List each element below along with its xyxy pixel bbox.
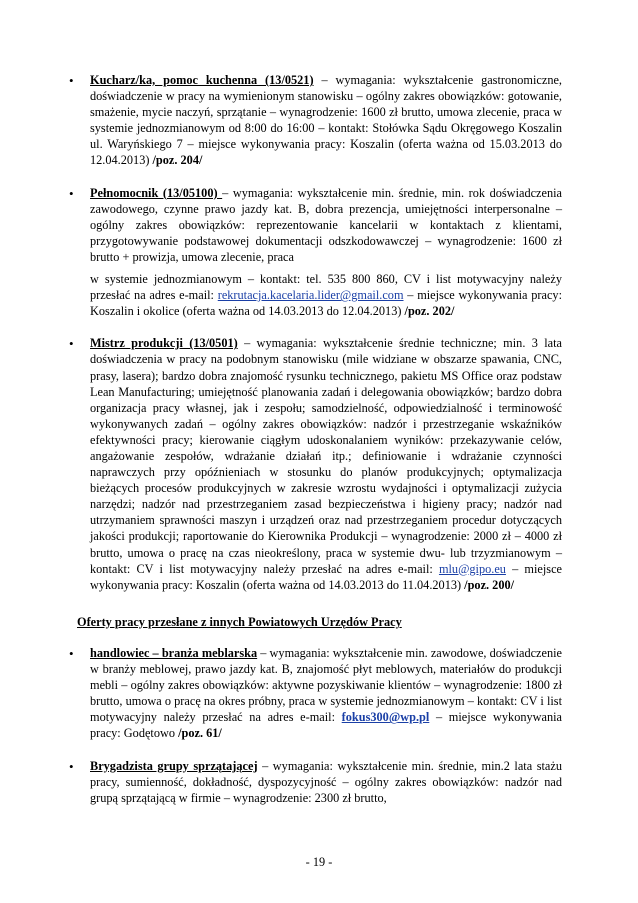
email-link[interactable]: mlu@gipo.eu xyxy=(438,561,506,576)
bullet-icon: • xyxy=(69,185,74,201)
offer-body xyxy=(90,185,562,320)
bullet-icon: • xyxy=(69,646,74,661)
bullet-icon: • xyxy=(69,758,74,774)
offer-list-local xyxy=(69,72,563,593)
offer-reference: /poz. 202/ xyxy=(404,304,455,319)
offer-reference: /poz. 200/ xyxy=(464,577,515,592)
offer-paragraph xyxy=(90,72,562,169)
offer-spacer xyxy=(90,169,562,185)
offer-title: handlowiec – branża meblarska xyxy=(90,646,258,660)
offer-item xyxy=(69,185,562,320)
offer-description: – wymagania: wykształcenie min. średnie, min. rok doświadczenia zawodowego, czynne prawo jazdy kat. B, dobra prezencja, umiejętności interpersonalne – ogólny zakres obowiązków: reprezentowanie kancelarii w kontaktach z klientami, przygotowywanie podstawowej dokumentacji odszkodowawczej – wynagrodzenie: 1600 zł brutto + prowizja, umowa zlecenie, praca xyxy=(90,185,562,264)
email-link[interactable]: rekrutacja.kacelaria.lider@gmail.com xyxy=(217,288,404,303)
offer-item xyxy=(69,645,562,742)
bullet-icon: • xyxy=(69,73,74,88)
offer-description-tail: – miejsce wykonywania pracy: Koszalin (oferta ważna od 14.03.2013 do 11.04.2013) xyxy=(90,561,562,592)
offer-paragraph xyxy=(90,271,562,319)
offer-body xyxy=(90,758,562,806)
offer-title: Kucharz/ka, pomoc kuchenna (13/0521) xyxy=(90,73,314,87)
offer-paragraph xyxy=(90,758,562,806)
offer-description-tail: – miejsce wykonywania pracy: Koszalin i okolice (oferta ważna od 14.03.2013 do 12.04.2013) xyxy=(90,288,562,319)
email-link[interactable]: fokus300@wp.pl xyxy=(341,710,430,725)
section-heading: Oferty pracy przesłane z innych Powiatowych Urzędów Pracy xyxy=(77,615,402,629)
offer-description: – wymagania: wykształcenie gastronomiczne, doświadczenie w pracy na wymienionym stanowisku – ogólny zakres obowiązków: gotowanie, smażenie, mycie naczyń, sprzątanie – wynagrodzenie: 1600 zł brutto, umowa zlecenie, praca w systemie jednozmianowym od 8:00 do 16:00 – kontakt: Stołówka Sądu Okręgowego Koszalin ul. Waryńskiego 7 – miejsce wykonywania pracy: Koszalin (oferta ważna od 15.03.2013 do 12.04.2013) xyxy=(90,73,563,168)
offer-title: Brygadzista grupy sprzątającej xyxy=(90,758,258,773)
offer-description-tail: – miejsce wykonywania pracy: Godętowo xyxy=(90,710,562,741)
offer-paragraph xyxy=(90,335,562,593)
offer-list-other-offices xyxy=(69,645,562,806)
offer-title: Pełnomocnik (13/05100) xyxy=(90,185,223,200)
offer-description: – wymagania: wykształcenie średnie techniczne; min. 3 lata doświadczenia w pracy na podobnym stanowisku (mile widziane w obszarze spawania, CNC, prasy, lasera); bardzo dobra znajomość rysunku technicznego, pakietu MS Office oraz podstaw Lean Manufacturing; umiejętność planowania zadań i delegowania obowiązków; bardzo dobra organizacja pracy własnej, jak i zespołu; samodzielność, odpowiedzialność i terminowość wykonywanych zadań – ogólny zakres obowiązków: nadzór i przestrzeganie wskaźników efektywności pracy; kierowanie ciągłym udoskonalaniem wyników: przekazywanie celów, angażowanie zespołów, wdrażanie działań itp.; definiowanie i wdrażanie czynności naprawczych przy opóźnieniach w stosunku do planów produkcyjnych; optymalizacja bieżących procesów produkcyjnych w zakresie wzrostu wydajności i optymalizacji zużycia narzędzi; nadzór nad przestrzeganiem zasad bezpieczeństwa i higieny pracy; nadzór nad utrzymaniem sprawności maszyn i urządzeń oraz nad przestrzeganiem procedur dotyczących jakości produkcji; raportowanie do Kierownika Produkcji – wynagrodzenie: 2000 zł – 4000 zł brutto, umowa o pracę na czas nieokreślony, praca w systemie dwu- lub trzyzmianowym – kontakt: CV i list motywacyjny należy przesłać na adres e-mail: xyxy=(90,336,562,576)
offer-reference: /poz. 204/ xyxy=(152,153,203,168)
offer-body xyxy=(90,335,562,593)
offer-body xyxy=(90,72,562,169)
page-number: - 19 - xyxy=(305,855,333,869)
offer-description: – wymagania: wykształcenie min. zawodowe, doświadczenie w branży meblowej, prawo jazdy kat. B, znajomość płyt meblowych, materiałów do produkcji mebli – ogólny zakres obowiązków: aktywne pozyskiwanie klientów – wynagrodzenie: 1800 zł brutto, umowa o pracę na okres próbny, praca w systemie jednozmianowym – kontakt: CV i list motywacyjny należy przesłać na adres e-mail: xyxy=(90,646,562,725)
offer-body xyxy=(90,645,562,742)
offer-item xyxy=(69,758,562,806)
offer-paragraph xyxy=(90,185,562,265)
offer-paragraph xyxy=(90,645,562,742)
offer-reference: /poz. 61/ xyxy=(178,726,222,741)
offer-title: Mistrz produkcji (13/0501) xyxy=(90,336,238,351)
offer-spacer xyxy=(90,319,562,335)
offer-item xyxy=(69,335,562,593)
bullet-icon: • xyxy=(69,336,74,352)
offer-description: – wymagania: wykształcenie min. średnie, min.2 lata stażu pracy, sumienność, dokładność, dyspozycyjność – ogólny zakres obowiązków: nadzór nad grupą sprzątającą w firmie – wynagrodzenie: 2300 zł brutto, xyxy=(90,758,562,805)
offer-description: w systemie jednozmianowym – kontakt: tel. 535 800 860, CV i list motywacyjny należy przesłać na adres e-mail: xyxy=(90,272,562,303)
offer-item xyxy=(69,72,563,169)
offer-spacer xyxy=(90,742,562,758)
